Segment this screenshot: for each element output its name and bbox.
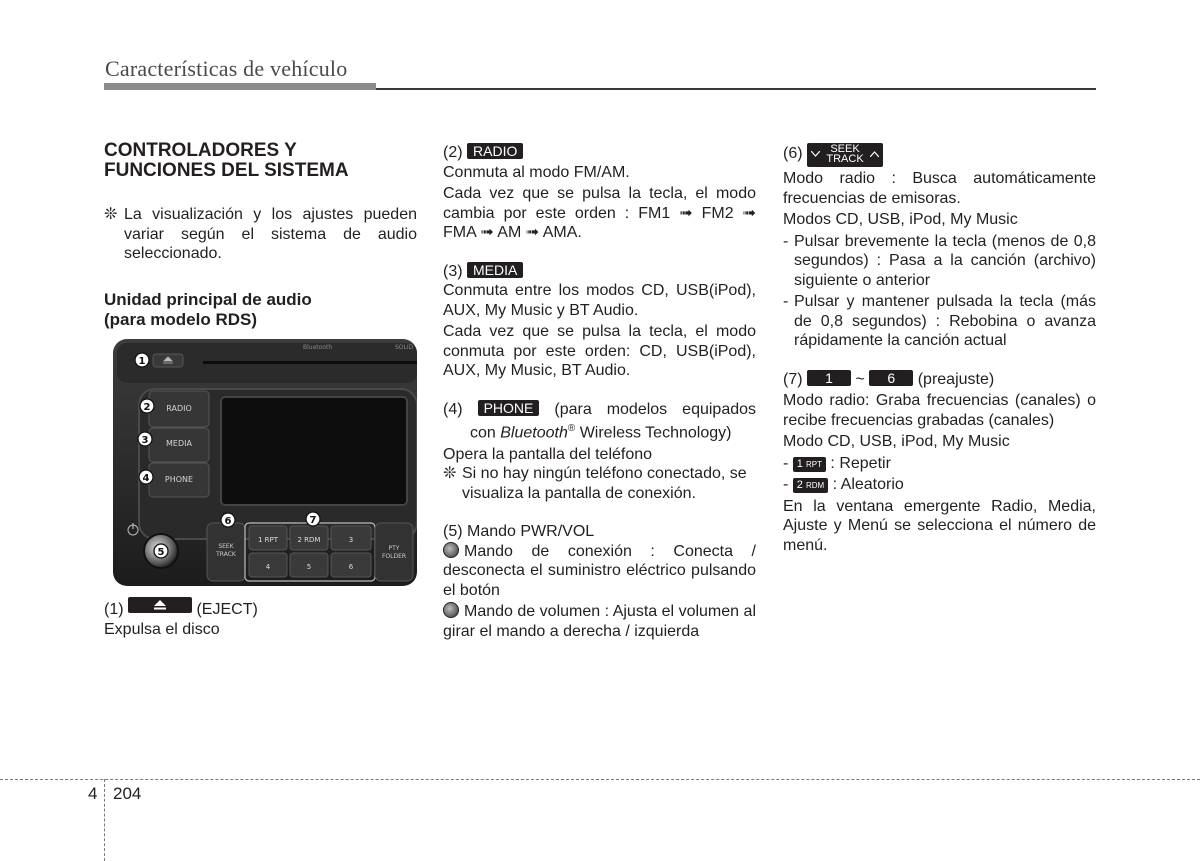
header-rule-thick xyxy=(104,83,376,90)
footer-vertical-rule xyxy=(104,779,105,861)
preset-5-label: 5 xyxy=(306,563,312,571)
callout-1: 1 xyxy=(138,356,146,367)
phone-bluetooth: Bluetooth xyxy=(500,424,568,442)
preset-3-label: 3 xyxy=(348,536,354,544)
radio-key-badge: RADIO xyxy=(467,143,523,159)
rdm-badge-number: 2 xyxy=(796,479,803,491)
track-label: TRACK xyxy=(216,551,236,558)
eject-section xyxy=(104,597,417,639)
eject-description: Expulsa el disco xyxy=(104,620,220,638)
pwr-desc-1: Mando de conexión : Conecta / desconecta el suministro eléctrico pulsando el botón xyxy=(443,542,756,599)
media-desc-2: Cada vez que se pulsa la tecla, el modo conmuta por este orden: CD, USB(iPod), AUX, My Music, BT Audio. xyxy=(443,323,756,379)
preset-label: (preajuste) xyxy=(917,370,995,388)
pwr-title: (5) Mando PWR/VOL xyxy=(443,523,595,541)
folder-label: FOLDER xyxy=(381,553,407,560)
rpt-badge-small: RPT xyxy=(805,459,822,469)
note-asterisk-icon: ❊ xyxy=(104,206,118,223)
footer-rule xyxy=(0,779,1200,780)
media-item-number: (3) xyxy=(443,262,463,280)
section-heading xyxy=(104,141,417,181)
page-number: 204 xyxy=(113,784,142,803)
phone-button-label: PHONE xyxy=(164,475,194,484)
preset-desc-3: En la ventana emergente Radio, Media, Ajuste y Menú se selecciona el número de menú. xyxy=(783,497,1096,554)
rpt-badge-number: 1 xyxy=(796,457,803,470)
phone-desc-1b-post: Wireless Technology) xyxy=(579,424,732,442)
preset-desc-1: Modo radio: Graba frecuencias (canales) o recibe frecuencias grabadas (canales) xyxy=(783,392,1096,429)
radio-button-label: RADIO xyxy=(166,404,192,413)
display-note xyxy=(104,205,417,264)
phone-key-badge: PHONE xyxy=(478,400,540,416)
rdm-key-badge xyxy=(793,478,828,493)
eject-label: (EJECT) xyxy=(196,601,258,618)
subheading-line2: (para modelo RDS) xyxy=(104,309,258,329)
chevron-up-icon xyxy=(870,151,879,157)
media-desc-1: Conmuta entre los modos CD, USB(iPod), AUX, My Music y BT Audio. xyxy=(443,282,756,319)
seek-desc-1: Modo radio : Busca automáticamente frecuencias de emisoras. xyxy=(783,170,1096,207)
preset-4-label: 4 xyxy=(265,563,271,571)
seek-dash-1-text: Pulsar brevemente la tecla (menos de 0,8 segundos) : Pasa a la canción (archivo) siguiente o anterior xyxy=(794,232,1096,289)
preset-6-badge: 6 xyxy=(869,370,913,386)
power-knob-icon xyxy=(443,542,459,558)
right-column: (6) SEEK TRACK Modo radio : Busca automáticamente frecuencias de emisoras. Modos CD, USB, iPod, My Music - Pulsar brevemente la tecla (menos de 0,8 segundos) : Pasa a la canción (archivo) siguiente o anterior - Pulsar y mantener pulsada la tecla (más de 0,8 segundos) : Rebobina o avanza rápidamente la canción actual (7) 1 ~ 6 (preajuste) Modo radio: Graba frecuencias (canales) o recibe frecuencias grabadas (canales) Modo CD, USB, iPod, My Music - 1 RPT : Repetir - 2 RDM : Aleatorio En la ventana emergente Radio, Media, Ajuste y Menú se selecciona el número de menú. xyxy=(783,143,1096,554)
rdm-desc: : Aleatorio xyxy=(832,476,904,493)
bluetooth-logo: Bluetooth xyxy=(303,344,333,351)
seek-dash-2-text: Pulsar y mantener pulsada la tecla (más de 0,8 segundos) : Rebobina o avanza rápidamente la canción actual xyxy=(794,293,1096,349)
section-heading-line2: FUNCIONES DEL SISTEMA xyxy=(104,160,349,181)
phone-note-asterisk-icon: ❊ xyxy=(443,465,457,483)
left-column xyxy=(104,141,417,330)
phone-desc-1b-pre: con xyxy=(470,424,496,442)
radio-desc-2: Cada vez que se pulsa la tecla, el modo cambia por este orden : FM1 ➟ FM2 ➟ FMA ➟ AM ➟ AMA. xyxy=(443,185,756,241)
eject-key-badge xyxy=(128,597,192,613)
callout-6: 6 xyxy=(224,516,232,527)
pty-label: PTY xyxy=(388,545,400,552)
chevron-down-icon xyxy=(811,151,820,157)
media-button-label: MEDIA xyxy=(166,439,192,448)
eject-number: (1) xyxy=(104,601,124,618)
subheading-line1: Unidad principal de audio xyxy=(104,289,312,309)
chapter-number: 4 xyxy=(88,784,98,803)
display-screen xyxy=(221,397,407,505)
media-key-badge: MEDIA xyxy=(467,262,523,278)
preset-1-badge: 1 xyxy=(807,370,851,386)
phone-note-text: Si no hay ningún teléfono conectado, se visualiza la pantalla de conexión. xyxy=(462,465,747,502)
preset-6-label: 6 xyxy=(348,563,354,571)
phone-note xyxy=(443,464,756,503)
rdm-badge-small: RDM xyxy=(805,481,825,490)
seek-label: SEEK xyxy=(218,543,234,550)
seek-badge-line2: TRACK xyxy=(826,153,864,165)
seek-badge-line1: SEEK xyxy=(830,143,860,155)
seek-item-number: (6) xyxy=(783,145,803,162)
callout-4: 4 xyxy=(142,473,150,484)
phone-item-number: (4) xyxy=(443,400,463,418)
phone-registered: ® xyxy=(567,423,576,434)
preset-1-label: 1 RPT xyxy=(257,536,279,544)
header-title: Características de vehículo xyxy=(105,56,348,81)
radio-desc-1: Conmuta al modo FM/AM. xyxy=(443,163,630,181)
preset-2-label: 2 RDM xyxy=(297,536,321,544)
seek-dash-2: - Pulsar y mantener pulsada la tecla (más de 0,8 segundos) : Rebobina o avanza rápidamente la canción actual xyxy=(783,293,1096,349)
preset-tilde: ~ xyxy=(855,370,865,388)
phone-desc-2: Opera la pantalla del teléfono xyxy=(443,445,653,463)
callout-2: 2 xyxy=(143,402,151,413)
seek-desc-2: Modos CD, USB, iPod, My Music xyxy=(783,211,1018,228)
header-rule-thin xyxy=(376,88,1096,90)
brand-logo: SOLID xyxy=(395,344,414,351)
callout-5: 5 xyxy=(157,547,165,558)
preset-item-number: (7) xyxy=(783,370,803,388)
subheading xyxy=(104,290,417,330)
seek-track-key-badge xyxy=(807,143,883,167)
callout-7: 7 xyxy=(309,515,317,526)
rpt-key-badge xyxy=(793,457,826,472)
pty-folder-button xyxy=(375,523,413,581)
callout-3: 3 xyxy=(141,435,149,446)
radio-item-number: (2) xyxy=(443,144,463,161)
section-heading-line1: CONTROLADORES Y xyxy=(104,140,297,161)
phone-desc-1a: (para modelos equipados xyxy=(554,400,757,418)
preset-desc-2: Modo CD, USB, iPod, My Music xyxy=(783,433,1010,450)
volume-knob-icon xyxy=(443,602,459,618)
pwr-desc-2: Mando de volumen : Ajusta el volumen al girar el mando a derecha / izquierda xyxy=(443,603,756,640)
display-note-text: La visualización y los ajustes pueden variar según el sistema de audio seleccionado. xyxy=(124,206,417,262)
audio-head-unit-image xyxy=(113,339,417,586)
seek-dash-1: - Pulsar brevemente la tecla (menos de 0,8 segundos) : Pasa a la canción (archivo) siguiente o anterior xyxy=(783,232,1096,289)
eject-icon xyxy=(154,600,166,610)
rpt-desc: : Repetir xyxy=(830,454,891,472)
middle-column xyxy=(443,143,756,641)
